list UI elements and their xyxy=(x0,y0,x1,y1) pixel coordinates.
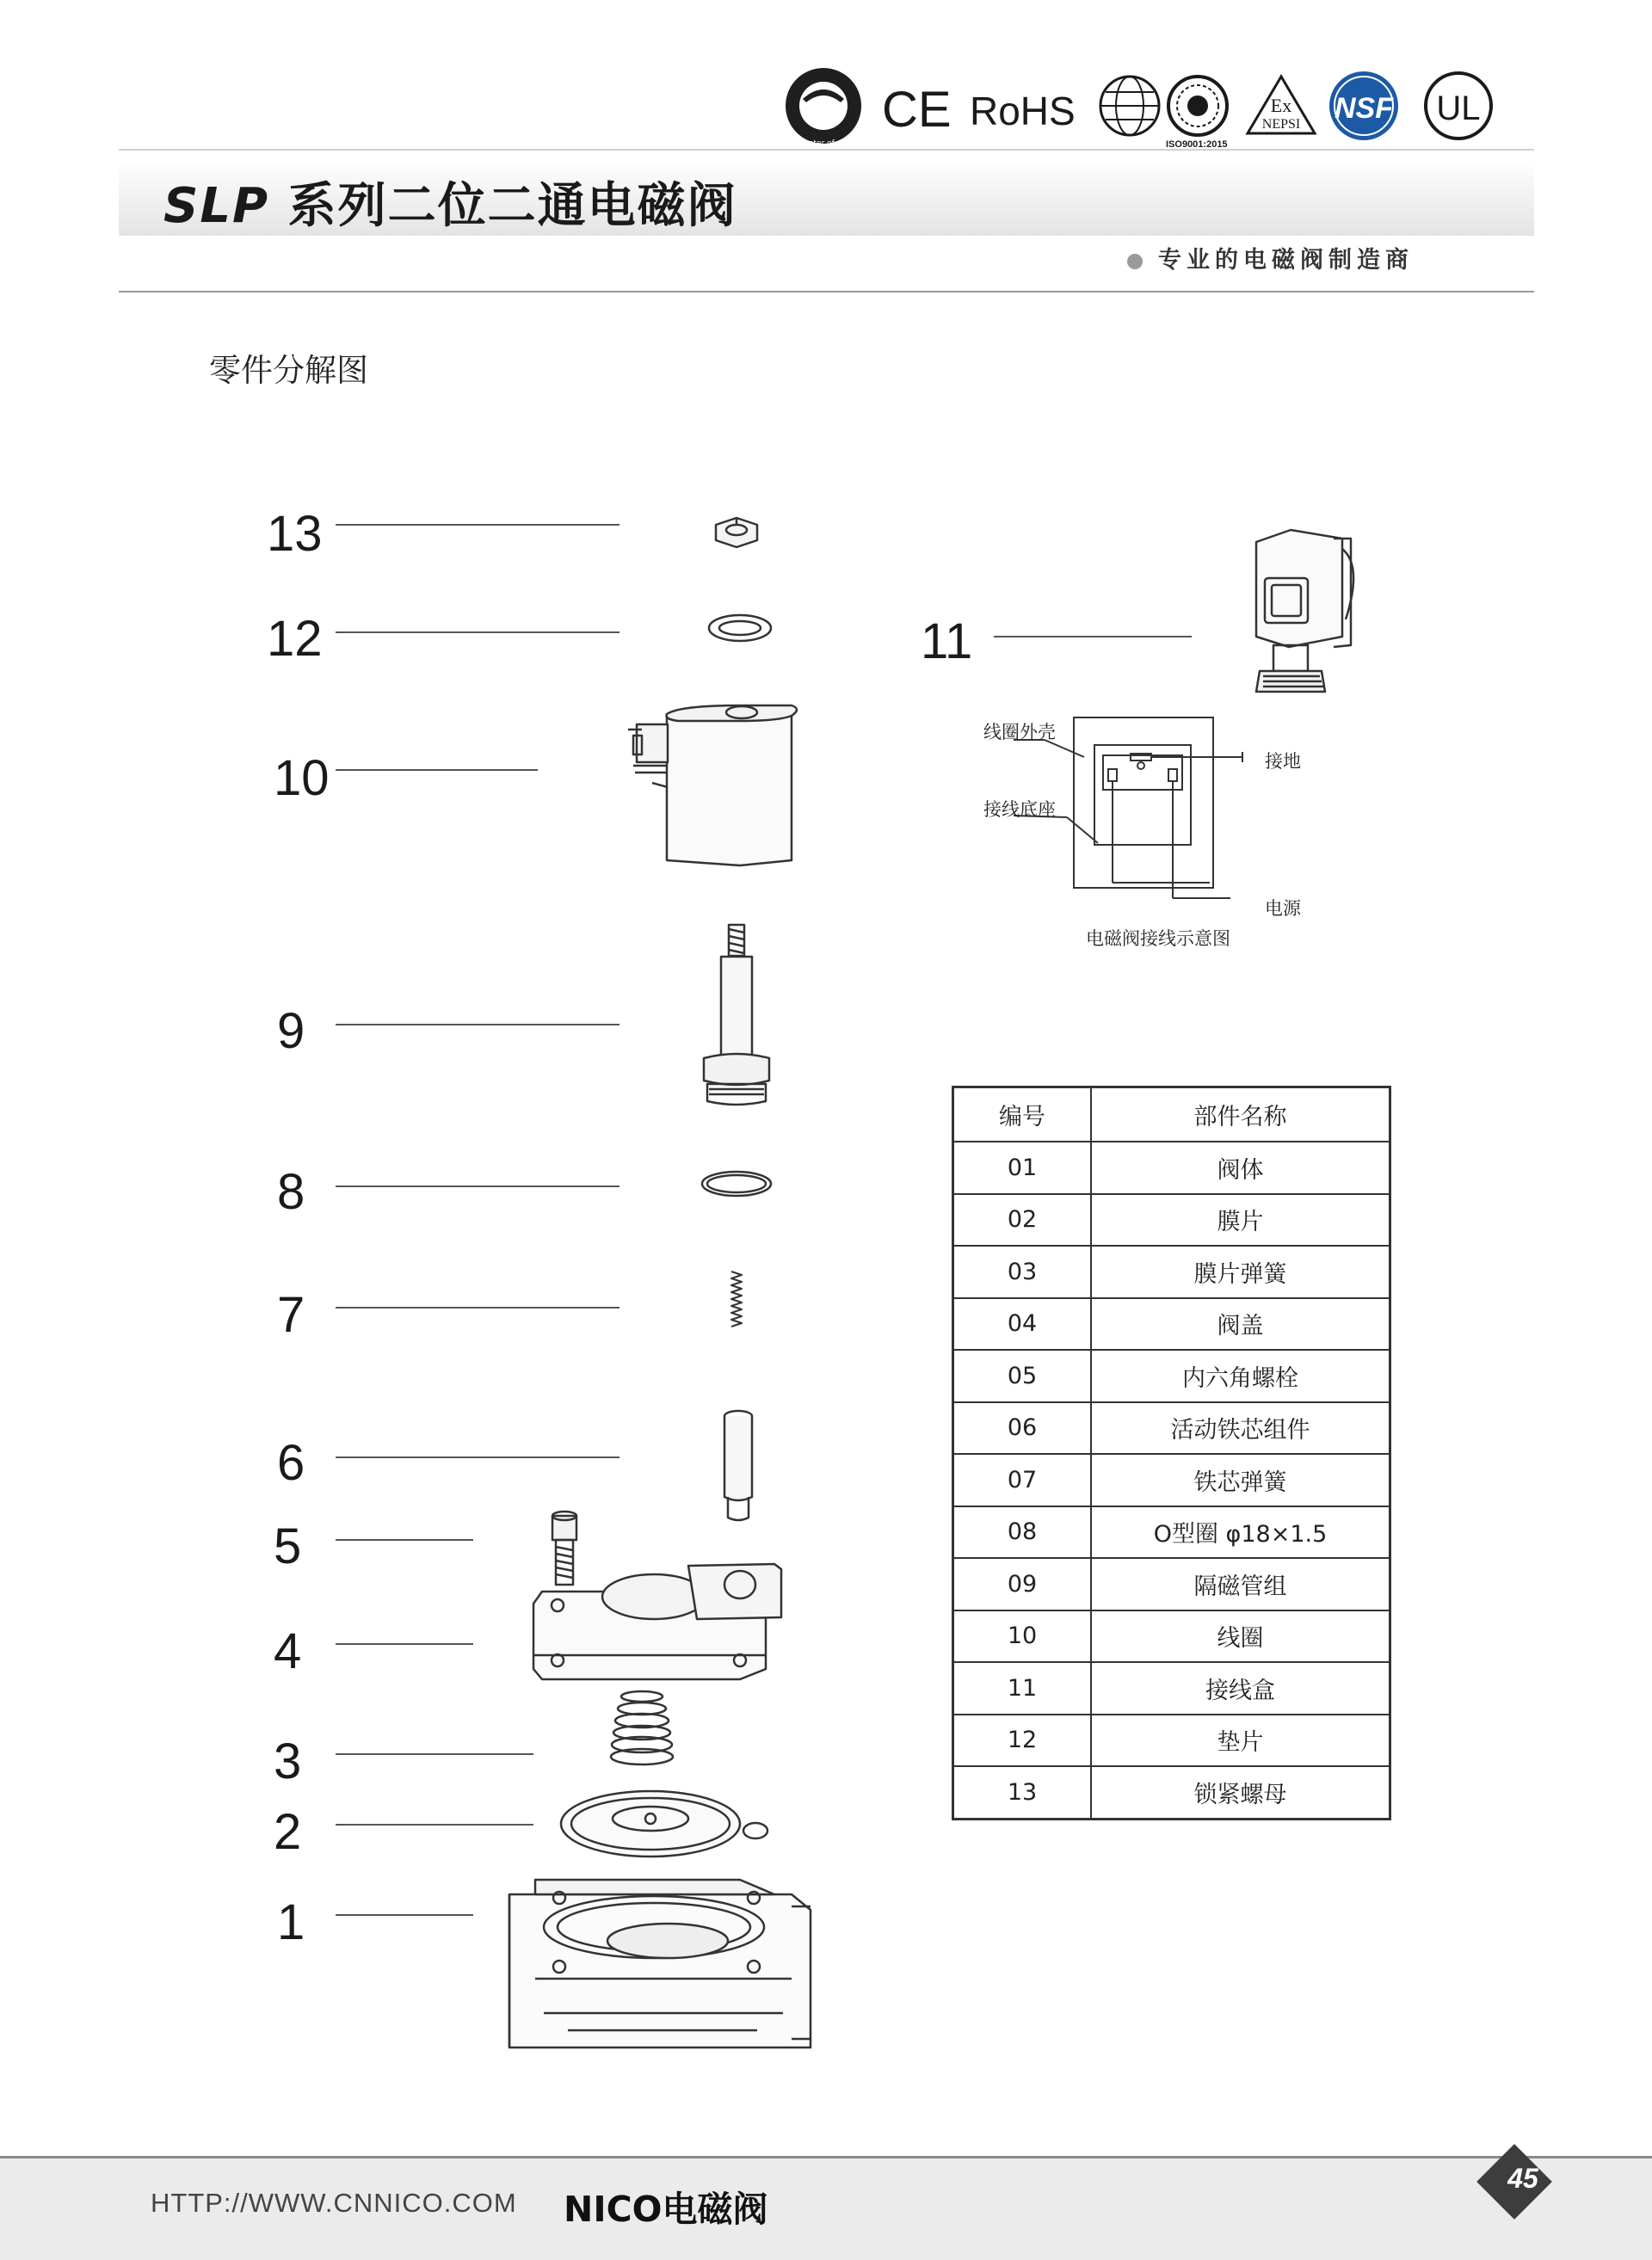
diaphragm-spring-part xyxy=(611,1691,673,1764)
part-number: 09 xyxy=(953,1558,1092,1610)
header-part-name: 部件名称 xyxy=(1091,1087,1390,1142)
footer-brand: NICO电磁阀 xyxy=(564,2189,768,2230)
callout-3: 3 xyxy=(274,1733,302,1789)
page-title-text: 系列二位二通电磁阀 xyxy=(287,178,737,234)
table-row xyxy=(953,1298,1390,1351)
wiring-diagram-caption: 电磁阀接线示意图 xyxy=(1086,928,1230,949)
hex-bolt-part xyxy=(552,1512,576,1585)
diaphragm-part xyxy=(561,1791,767,1857)
callout-10: 10 xyxy=(274,750,330,806)
o-ring-part xyxy=(702,1172,771,1196)
table-row xyxy=(953,1194,1390,1247)
part-number: 10 xyxy=(953,1610,1092,1663)
table-row xyxy=(953,1715,1390,1767)
table-row xyxy=(953,1662,1390,1715)
part-number: 01 xyxy=(953,1142,1092,1194)
wiring-label-power: 电源 xyxy=(1265,898,1301,919)
callout-4: 4 xyxy=(274,1623,302,1679)
gasket-part xyxy=(709,615,771,641)
part-name: 阀体 xyxy=(1091,1142,1390,1194)
leader-line-4 xyxy=(336,1643,473,1645)
bonnet-part xyxy=(533,1564,781,1679)
part-number: 07 xyxy=(953,1454,1092,1506)
plunger-part xyxy=(724,1411,752,1520)
callout-1: 1 xyxy=(277,1894,305,1950)
part-number: 08 xyxy=(953,1506,1092,1559)
part-number: 04 xyxy=(953,1298,1092,1351)
page-number: 45 xyxy=(1507,2163,1538,2194)
coil-part xyxy=(628,705,797,865)
tagline xyxy=(1127,241,1414,274)
header-part-number: 编号 xyxy=(953,1087,1092,1142)
part-name: O型圈 φ18×1.5 xyxy=(1091,1506,1390,1559)
barometer-text: Barometer of quality xyxy=(783,139,864,148)
callout-5: 5 xyxy=(274,1518,302,1574)
leader-line-5 xyxy=(336,1539,473,1541)
part-name: 线圈 xyxy=(1091,1610,1390,1663)
callout-7: 7 xyxy=(277,1287,305,1343)
table-row xyxy=(953,1610,1390,1663)
callout-12: 12 xyxy=(267,611,323,667)
nsf-text: NSF xyxy=(1335,92,1393,125)
table-row xyxy=(953,1350,1390,1402)
part-number: 13 xyxy=(953,1766,1092,1819)
callout-8: 8 xyxy=(277,1164,305,1220)
wiring-label-terminal-base: 接线底座 xyxy=(983,799,1056,820)
table-row xyxy=(953,1454,1390,1506)
iso-seal-logo xyxy=(1166,77,1228,150)
table-row xyxy=(953,1558,1390,1610)
bullet-icon xyxy=(1127,254,1143,269)
barometer-quality-logo xyxy=(784,68,865,148)
parts-table xyxy=(952,1086,1391,1820)
part-name: 阀盖 xyxy=(1091,1298,1390,1351)
ul-text: UL xyxy=(1436,89,1481,127)
ul-logo xyxy=(1426,73,1491,139)
part-name: 隔磁管组 xyxy=(1091,1558,1390,1610)
callout-2: 2 xyxy=(274,1804,302,1860)
callout-6: 6 xyxy=(277,1435,305,1491)
ztd-globe-logo xyxy=(1100,77,1159,135)
wiring-label-ground: 接地 xyxy=(1265,751,1301,772)
part-name: 活动铁芯组件 xyxy=(1091,1402,1390,1455)
section-title: 零件分解图 xyxy=(209,352,368,389)
isolation-tube-part xyxy=(704,925,769,1105)
part-name: 铁芯弹簧 xyxy=(1091,1454,1390,1506)
certification-logos xyxy=(779,65,1510,151)
part-number: 11 xyxy=(953,1662,1092,1715)
parts-table-header xyxy=(953,1087,1390,1142)
callout-9: 9 xyxy=(277,1003,305,1059)
ce-mark: CE xyxy=(882,82,952,138)
valve-body-part xyxy=(509,1880,811,2048)
table-row xyxy=(953,1402,1390,1455)
part-number: 03 xyxy=(953,1246,1092,1298)
callout-13: 13 xyxy=(267,506,323,562)
nsf-logo xyxy=(1329,71,1398,140)
leader-line-1 xyxy=(336,1914,473,1916)
table-row xyxy=(953,1506,1390,1559)
part-number: 05 xyxy=(953,1350,1092,1402)
part-name: 垫片 xyxy=(1091,1715,1390,1767)
part-number: 12 xyxy=(953,1715,1092,1767)
header-divider xyxy=(119,291,1534,293)
iso-text: ISO9001:2015 xyxy=(1166,139,1228,150)
page-title-series: SLP xyxy=(163,178,270,234)
part-name: 膜片弹簧 xyxy=(1091,1246,1390,1298)
website-link[interactable]: HTTP://WWW.CNNICO.COM xyxy=(151,2188,517,2218)
ex-text: Ex xyxy=(1270,95,1292,116)
ex-nepsi-logo xyxy=(1248,77,1315,133)
junction-box-part xyxy=(1256,530,1353,692)
part-name: 锁紧螺母 xyxy=(1091,1766,1390,1819)
table-row xyxy=(953,1766,1390,1819)
core-spring-part xyxy=(731,1272,742,1327)
part-name: 膜片 xyxy=(1091,1194,1390,1247)
part-number: 02 xyxy=(953,1194,1092,1247)
part-name: 内六角螺栓 xyxy=(1091,1350,1390,1402)
tagline-text: 专业的电磁阀制造商 xyxy=(1158,247,1414,274)
lock-nut-part xyxy=(716,518,757,547)
nepsi-text: NEPSI xyxy=(1261,117,1301,132)
part-name: 接线盒 xyxy=(1091,1662,1390,1715)
table-row xyxy=(953,1246,1390,1298)
table-row xyxy=(953,1142,1390,1194)
callout-11: 11 xyxy=(921,613,973,669)
wiring-label-coil-housing: 线圈外壳 xyxy=(983,722,1056,742)
page-title xyxy=(163,168,737,237)
part-number: 06 xyxy=(953,1402,1092,1455)
rohs-mark: RoHS xyxy=(970,89,1076,133)
